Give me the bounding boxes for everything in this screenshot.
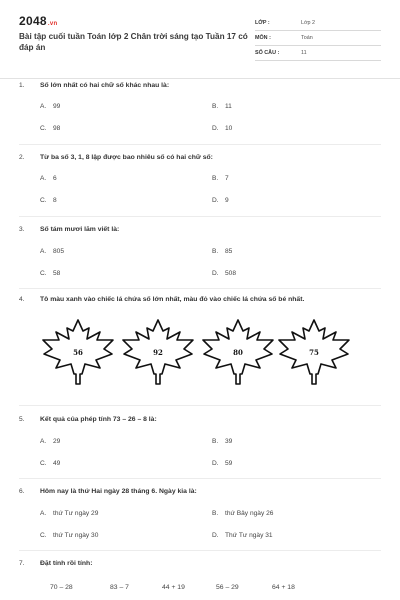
option-b[interactable]: B. 11 — [212, 103, 232, 110]
worksheet-header — [19, 12, 381, 70]
option-c[interactable]: C. thứ Tư ngày 30 — [40, 532, 99, 539]
info-value: Lớp 2 — [301, 20, 316, 26]
divider — [19, 550, 381, 551]
info-row-subject — [255, 31, 381, 46]
info-key: MÔN : — [255, 35, 271, 41]
info-panel — [255, 16, 381, 61]
question-text: Hôm nay là thứ Hai ngày 28 tháng 6. Ngày kia là: — [40, 488, 197, 495]
question-text: Số tám mươi lăm viết là: — [40, 226, 120, 233]
leaf-number: 80 — [233, 348, 243, 357]
info-key: LỚP : — [255, 20, 270, 26]
option-b[interactable]: B. 85 — [212, 248, 233, 255]
question-number: 7. — [19, 560, 25, 567]
question-text: Số lớn nhất có hai chữ số khác nhau là: — [40, 82, 170, 89]
option-d[interactable]: D. 508 — [212, 270, 237, 277]
option-c[interactable]: C. 49 — [40, 460, 61, 467]
expression: 44 + 19 — [162, 584, 185, 591]
expression: 56 – 29 — [216, 584, 239, 591]
question-text: Đặt tính rồi tính: — [40, 560, 93, 567]
question-number: 3. — [19, 226, 25, 233]
question-number: 1. — [19, 82, 25, 89]
leaf-row — [40, 318, 360, 386]
expression: 64 + 18 — [272, 584, 295, 591]
question-number: 4. — [19, 296, 25, 303]
option-b[interactable]: B. 7 — [212, 175, 229, 182]
worksheet-title: Bài tập cuối tuần Toán lớp 2 Chân trời sáng tạo Tuần 17 có đáp án — [19, 32, 248, 52]
expression: 70 – 28 — [50, 584, 73, 591]
option-b[interactable]: B. 39 — [212, 438, 233, 445]
info-row-count — [255, 46, 381, 61]
option-d[interactable]: D. Thứ Tư ngày 31 — [212, 532, 273, 539]
maple-leaf[interactable] — [120, 318, 196, 386]
site-logo[interactable]: 2048.vn — [19, 14, 58, 28]
info-value: Toán — [301, 35, 313, 41]
question-number: 2. — [19, 154, 25, 161]
question-number: 5. — [19, 416, 25, 423]
question-text: Từ ba số 3, 1, 8 lập được bao nhiêu số có hai chữ số: — [40, 154, 213, 161]
divider — [19, 288, 381, 289]
option-c[interactable]: C. 98 — [40, 125, 61, 132]
option-a[interactable]: A. 99 — [40, 103, 61, 110]
question-text: Tô màu xanh vào chiếc lá chứa số lớn nhất, màu đỏ vào chiếc lá chứa số bé nhất. — [40, 296, 305, 303]
option-c[interactable]: C. 8 — [40, 197, 57, 204]
maple-leaf[interactable] — [200, 318, 276, 386]
option-a[interactable]: A. 6 — [40, 175, 57, 182]
question-number: 6. — [19, 488, 25, 495]
header-divider — [0, 78, 400, 79]
expression: 83 – 7 — [110, 584, 129, 591]
leaf-number: 56 — [73, 348, 83, 357]
maple-leaf[interactable] — [276, 318, 352, 386]
maple-leaf[interactable] — [40, 318, 116, 386]
option-d[interactable]: D. 10 — [212, 125, 233, 132]
divider — [19, 405, 381, 406]
option-d[interactable]: D. 59 — [212, 460, 233, 467]
option-b[interactable]: B. thứ Bảy ngày 26 — [212, 510, 274, 517]
info-row-class — [255, 16, 381, 31]
divider — [19, 144, 381, 145]
option-d[interactable]: D. 9 — [212, 197, 229, 204]
leaf-number: 92 — [153, 348, 163, 357]
option-a[interactable]: A. 29 — [40, 438, 61, 445]
info-value: 11 — [301, 50, 307, 56]
divider — [19, 216, 381, 217]
divider — [19, 478, 381, 479]
leaf-number: 75 — [309, 348, 319, 357]
option-a[interactable]: A. thứ Tư ngày 29 — [40, 510, 99, 517]
option-c[interactable]: C. 58 — [40, 270, 61, 277]
option-a[interactable]: A. 805 — [40, 248, 65, 255]
info-key: SỐ CÂU : — [255, 50, 280, 56]
question-text: Kết quả của phép tính 73 – 26 – 8 là: — [40, 416, 157, 423]
